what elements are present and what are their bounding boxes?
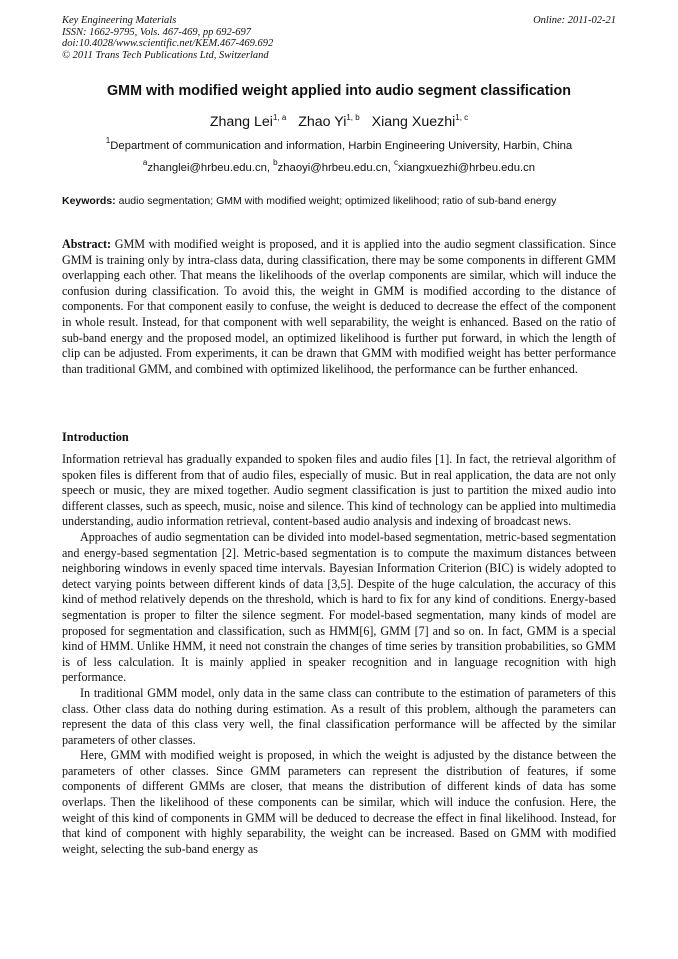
email-entry bbox=[273, 158, 391, 174]
introduction-body bbox=[62, 452, 616, 857]
email-entry bbox=[393, 158, 536, 174]
author-name: Xiang Xuezhi bbox=[371, 114, 456, 130]
section-heading: Introduction bbox=[62, 430, 129, 444]
author-list bbox=[62, 113, 616, 131]
author-sup: 1, c bbox=[455, 113, 469, 122]
author-name: Zhao Yi bbox=[298, 114, 347, 130]
author-name: Zhang Lei bbox=[209, 114, 273, 130]
affiliation-sup: 1 bbox=[105, 136, 111, 145]
author-sup: 1, b bbox=[346, 113, 360, 122]
body-paragraph: Information retrieval has gradually expanded to spoken files and audio files [1]. In fact, the retrieval algorithm of spoken files is different from that of audio files, especially of music. But in real application, the data are not only speech or music, they are mixed together. Audio segment classification is just to partition the mixed audio into different classes, such as speech, music, noise and silence. This kind of technology can be applied into multimedia understanding, audio information retrieval, content-based audio analysis and indexing of broadcast news. bbox=[62, 452, 616, 529]
author bbox=[298, 114, 359, 130]
body-paragraph: Approaches of audio segmentation can be divided into model-based segmentation, metric-based segmentation and energy-based segmentation [2]. Metric-based segmentation is to compute the maximum distances between neighboring windows in evenly spaced time intervals. Bayesian Information Criterion (BIC) is widely adopted to detect varying points between different kinds of data [3,5]. Despite of the huge calculation, the accuracy of this kind of method relatively depends on the threshold, which is hard to fix for any kind of conditions. Energy-based segmentation is proper to filter the silence segment. For model-based segmentation, many kinds of model are proposed for segmentation and classification, such as HMM[6], GMM [7] and so on. In fact, GMM is a special kind of HMM. Unlike HMM, it need not constrain the changes of time series by transition probabilities, so GMM is of less calculation. It is mainly applied in speaker recognition and in language recognition with high performance. bbox=[62, 529, 616, 685]
email-address: xiangxuezhi@hrbeu.edu.cn bbox=[397, 162, 536, 174]
email-entry bbox=[142, 158, 271, 174]
author bbox=[210, 114, 286, 130]
copyright-line: © 2011 Trans Tech Publications Ltd, Switzerland bbox=[62, 49, 269, 61]
paper-title: GMM with modified weight applied into audio segment classification bbox=[107, 83, 571, 99]
email-sup: a bbox=[142, 158, 148, 167]
abstract-block bbox=[62, 237, 616, 377]
author bbox=[372, 114, 469, 130]
affiliation bbox=[62, 136, 616, 153]
issn-line: ISSN: 1662-9795, Vols. 467-469, pp 692-697 bbox=[62, 26, 251, 38]
body-paragraph: Here, GMM with modified weight is proposed, in which the weight is adjusted by the distance between the parameters of other classes. Since GMM parameters can represent the distribution of features, if some components of different GMMs are closer, that means the distribution of different kinds of data has some overlaps. Then the likelihood of these components can be similar, which will induce the confusion. Here, the weight of this kind of components in GMM will be deduced to decrease the effect in final likelihood. Instead, for that kind of component with highly separability, the weight can be increased. Based on GMM with modified weight, selecting the sub-band energy as bbox=[62, 748, 616, 856]
email-address: zhanglei@hrbeu.edu.cn, bbox=[147, 162, 271, 174]
keywords-label: Keywords: bbox=[62, 195, 116, 207]
body-paragraph: In traditional GMM model, only data in the same class can contribute to the estimation of parameters of this class. Other class data do nothing during estimation. As a result of this problem, although the parameters can represent the data of this class very well, the final classification performance will be affected by the similar parameters of other classes. bbox=[62, 685, 616, 747]
journal-name: Key Engineering Materials bbox=[62, 15, 177, 26]
email-list bbox=[62, 158, 616, 175]
keywords-block bbox=[62, 195, 616, 208]
keywords-text: audio segmentation; GMM with modified weight; optimized likelihood; ratio of sub-band energy bbox=[118, 195, 557, 207]
email-address: zhaoyi@hrbeu.edu.cn, bbox=[277, 162, 391, 174]
doi-line: doi:10.4028/www.scientific.net/KEM.467-469.692 bbox=[62, 38, 274, 49]
email-sup: c bbox=[393, 158, 398, 167]
abstract-text: GMM with modified weight is proposed, and it is applied into the audio segment classification. Since GMM is training only by intra-class data, during classification, there may be some components in different GMM overlapping each other. That means the likelihoods of the overlap components are similar, which will induce the confusion during classification. To avoid this, the weight in GMM is modified according to the distance of components. For that component easily to confuse, the weight is deduced to decrease the effect of the component in whole result. Instead, for that component with well separability, the weight is enhanced. Based on the ratio of sub-band energy and the proposed model, an optimized likelihood is further put forward, in which the length of clip can be adjusted. From experiments, it can be drawn that GMM with modified weight has better performance than traditional GMM, and combined with optimized likelihood, the performance can be further enhanced. bbox=[62, 237, 616, 376]
abstract-label: Abstract: bbox=[62, 237, 112, 251]
online-date: Online: 2011-02-21 bbox=[533, 15, 616, 26]
email-sup: b bbox=[273, 158, 278, 167]
affiliation-text: Department of communication and information, Harbin Engineering University, Harbin, China bbox=[110, 140, 573, 152]
journal-header bbox=[62, 15, 273, 61]
author-sup: 1, a bbox=[272, 113, 287, 122]
